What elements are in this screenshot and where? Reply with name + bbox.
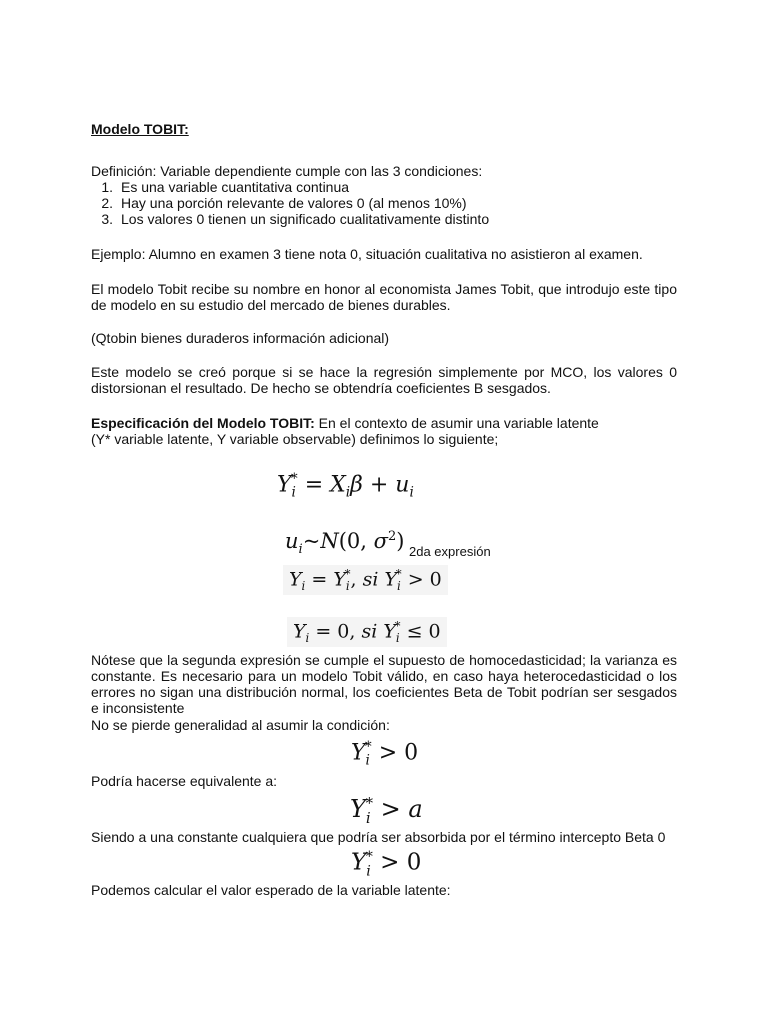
equation-note: 2da expresión bbox=[409, 544, 491, 559]
constant-paragraph: Siendo a una constante cualquiera que podría ser absorbida por el término intercepto Beta 0 bbox=[91, 829, 666, 845]
expected-value-paragraph: Podemos calcular el valor esperado de la variable latente: bbox=[91, 882, 451, 898]
condition-equation: $Y_i^* > 0$ bbox=[351, 739, 419, 769]
qtobin-paragraph: (Qtobin bienes duraderos información adicional) bbox=[91, 330, 390, 346]
latent-equation: $Y_i^* = X_i\beta + u_i$ bbox=[277, 471, 414, 501]
conditions-list bbox=[91, 179, 677, 227]
specification-paragraph bbox=[91, 415, 677, 447]
equivalent-paragraph: Podría hacerse equivalente a: bbox=[91, 773, 278, 789]
example-paragraph: Ejemplo: Alumno en examen 3 tiene nota 0, situación cualitativa no asistieron al examen. bbox=[91, 246, 643, 262]
specification-text-2: (Y* variable latente, Y variable observable) definimos lo siguiente; bbox=[91, 431, 499, 447]
history-paragraph: El modelo Tobit recibe su nombre en honor al economista James Tobit, que introdujo este tipo de modelo en su estudio del mercado de bienes durables. bbox=[91, 281, 677, 313]
list-item: 1. Es una variable cuantitativa continua bbox=[101, 179, 350, 195]
definition-intro: Definición: Variable dependiente cumple con las 3 condiciones: bbox=[91, 163, 483, 179]
condition-a-equation: $Y_i^* > a$ bbox=[350, 794, 423, 827]
homoscedasticity-paragraph: Nótese que la segunda expresión se cumple el supuesto de homocedasticidad; la varianza es constante. Es necesario para un modelo Tobit válido, en caso haya heterocedasticidad o los errores no sigan una distribución normal, los coeficientes Beta de Tobit podrían ser sesgados e inconsistente bbox=[91, 652, 677, 716]
list-item: 2. Hay una porción relevante de valores 0 (al menos 10%) bbox=[101, 195, 467, 211]
error-distribution-equation: $u_i\sim N(0$, $\sigma^2$) bbox=[285, 529, 405, 558]
page-title: Modelo TOBIT: bbox=[91, 121, 189, 137]
condition-equation-2: $Y_i^* > 0$ bbox=[351, 849, 422, 880]
observed-zero-equation: $Y_i = 0$, si $Y_i^* \le 0$ bbox=[287, 617, 447, 647]
list-item: 3. Los valores 0 tienen un significado cualitativamente distinto bbox=[101, 211, 490, 227]
specification-heading: Especificación del Modelo TOBIT: bbox=[91, 415, 315, 431]
specification-text: En el contexto de asumir una variable latente bbox=[314, 415, 599, 431]
observed-positive-equation: $Y_i = Y_i^*$, si $Y_i^* > 0$ bbox=[283, 565, 448, 595]
reason-paragraph: Este modelo se creó porque si se hace la regresión simplemente por MCO, los valores 0 distorsionan el resultado. De hecho se obtendría coeficientes B sesgados. bbox=[91, 364, 677, 396]
generality-paragraph: No se pierde generalidad al asumir la condición: bbox=[91, 717, 390, 733]
